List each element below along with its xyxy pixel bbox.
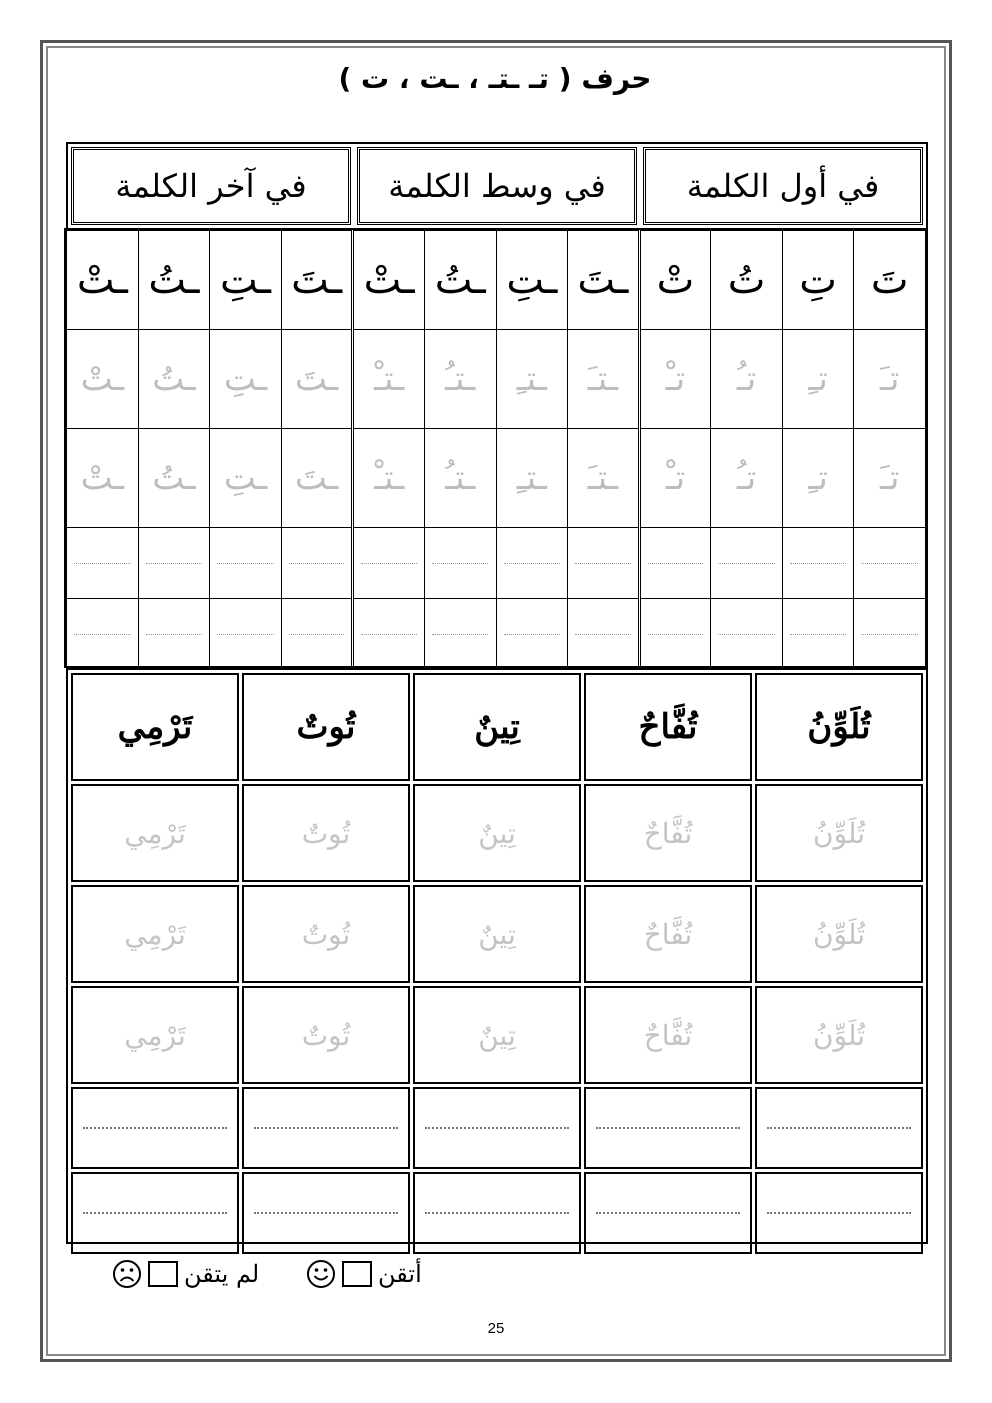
trace-letter-cell[interactable]: ـتـِ — [496, 429, 568, 528]
letter-cell: ـتُ — [424, 231, 496, 330]
blank-cell[interactable] — [639, 599, 711, 670]
letter-cell: ـتَ — [281, 231, 353, 330]
trace-word-cell[interactable]: تُفَّاحٌ — [584, 986, 752, 1084]
mastered-checkbox[interactable] — [342, 1261, 372, 1287]
blank-cell[interactable] — [782, 528, 854, 599]
sad-face-icon — [112, 1259, 142, 1289]
trace-letter-cell[interactable]: ـتـْ — [353, 330, 425, 429]
trace-word-cell[interactable]: تِينٌ — [413, 885, 581, 983]
trace-word-cell[interactable]: تَرْمِي — [71, 784, 239, 882]
trace-letter-cell[interactable]: تـُ — [711, 429, 783, 528]
letter-cell: تُ — [711, 231, 783, 330]
trace-letter-cell[interactable]: تـْ — [639, 330, 711, 429]
legend-mastered-label: أتقن — [378, 1260, 422, 1288]
trace-letter-cell[interactable]: تـَ — [854, 330, 926, 429]
letter-cell: تِ — [782, 231, 854, 330]
trace-letter-cell[interactable]: ـتـُ — [424, 330, 496, 429]
position-final: في آخر الكلمة — [71, 147, 351, 225]
blank-word-cell[interactable] — [413, 1172, 581, 1254]
letter-cell: ـتْ — [67, 231, 139, 330]
word-cell: تُلَوِّنُ — [755, 673, 923, 781]
position-medial: في وسط الكلمة — [357, 147, 637, 225]
blank-word-cell[interactable] — [584, 1172, 752, 1254]
blank-cell[interactable] — [353, 528, 425, 599]
trace-letter-cell[interactable]: تـْ — [639, 429, 711, 528]
blank-word-cell[interactable] — [755, 1087, 923, 1169]
letter-cell: ـتِ — [496, 231, 568, 330]
trace-word-cell[interactable]: تُفَّاحٌ — [584, 784, 752, 882]
blank-cell[interactable] — [210, 528, 282, 599]
smiley-face-icon — [306, 1259, 336, 1289]
blank-cell[interactable] — [138, 528, 210, 599]
blank-cell[interactable] — [782, 599, 854, 670]
blank-cell[interactable] — [568, 599, 640, 670]
trace-word-cell[interactable]: تُوتٌ — [242, 885, 410, 983]
letter-cell: ـتْ — [353, 231, 425, 330]
trace-word-cell[interactable]: تُفَّاحٌ — [584, 885, 752, 983]
blank-cell[interactable] — [138, 599, 210, 670]
blank-cell[interactable] — [210, 599, 282, 670]
blank-cell[interactable] — [711, 528, 783, 599]
trace-letter-cell[interactable]: تـَ — [854, 429, 926, 528]
blank-cell[interactable] — [353, 599, 425, 670]
blank-cell[interactable] — [568, 528, 640, 599]
blank-word-cell[interactable] — [413, 1087, 581, 1169]
trace-letter-cell[interactable]: ـتُ — [138, 330, 210, 429]
word-cell: تَرْمِي — [71, 673, 239, 781]
word-cell: تِينٌ — [413, 673, 581, 781]
trace-word-cell[interactable]: تُوتٌ — [242, 784, 410, 882]
trace-letter-cell[interactable]: تـُ — [711, 330, 783, 429]
trace-letter-cell[interactable]: تـِ — [782, 330, 854, 429]
letter-grid — [64, 228, 928, 668]
blank-word-cell[interactable] — [242, 1172, 410, 1254]
blank-cell[interactable] — [67, 599, 139, 670]
trace-letter-cell[interactable]: ـتْ — [67, 429, 139, 528]
trace-letter-cell[interactable]: ـتِ — [210, 429, 282, 528]
page-number: 25 — [487, 1320, 505, 1337]
blank-cell[interactable] — [424, 528, 496, 599]
blank-cell[interactable] — [496, 599, 568, 670]
trace-letter-cell[interactable]: ـتـُ — [424, 429, 496, 528]
blank-cell[interactable] — [281, 528, 353, 599]
position-initial: في أول الكلمة — [643, 147, 923, 225]
trace-word-cell[interactable]: تُلَوِّنُ — [755, 986, 923, 1084]
letter-cell: ـتَ — [568, 231, 640, 330]
letter-cell: ـتُ — [138, 231, 210, 330]
letter-cell: تْ — [639, 231, 711, 330]
blank-cell[interactable] — [424, 599, 496, 670]
positions-header — [66, 142, 928, 230]
trace-word-cell[interactable]: تُلَوِّنُ — [755, 784, 923, 882]
blank-word-cell[interactable] — [71, 1172, 239, 1254]
blank-word-cell[interactable] — [242, 1087, 410, 1169]
trace-word-cell[interactable]: تَرْمِي — [71, 885, 239, 983]
trace-letter-cell[interactable]: ـتَ — [281, 429, 353, 528]
words-table — [66, 668, 928, 1244]
blank-cell[interactable] — [67, 528, 139, 599]
blank-word-cell[interactable] — [71, 1087, 239, 1169]
trace-word-cell[interactable]: تِينٌ — [413, 986, 581, 1084]
blank-word-cell[interactable] — [755, 1172, 923, 1254]
word-cell: تُفَّاحٌ — [584, 673, 752, 781]
trace-letter-cell[interactable]: ـتـْ — [353, 429, 425, 528]
trace-letter-cell[interactable]: ـتُ — [138, 429, 210, 528]
trace-word-cell[interactable]: تُلَوِّنُ — [755, 885, 923, 983]
legend-not-mastered — [112, 1254, 259, 1294]
blank-word-cell[interactable] — [584, 1087, 752, 1169]
trace-letter-cell[interactable]: ـتـِ — [496, 330, 568, 429]
blank-cell[interactable] — [639, 528, 711, 599]
blank-cell[interactable] — [854, 599, 926, 670]
trace-letter-cell[interactable]: ـتَ — [281, 330, 353, 429]
trace-word-cell[interactable]: تَرْمِي — [71, 986, 239, 1084]
blank-cell[interactable] — [281, 599, 353, 670]
blank-cell[interactable] — [854, 528, 926, 599]
page-title: حرف ( تـ ـتـ ، ـت ، ت ) — [338, 62, 652, 95]
blank-cell[interactable] — [496, 528, 568, 599]
trace-letter-cell[interactable]: ـتْ — [67, 330, 139, 429]
legend-not-mastered-label: لم يتقن — [184, 1260, 260, 1288]
trace-letter-cell[interactable]: تـِ — [782, 429, 854, 528]
trace-letter-cell[interactable]: ـتـَ — [568, 330, 640, 429]
letter-cell: ـتِ — [210, 231, 282, 330]
legend-mastered — [306, 1254, 422, 1294]
letter-cell: تَ — [854, 231, 926, 330]
word-cell: تُوتٌ — [242, 673, 410, 781]
trace-letter-cell[interactable]: ـتِ — [210, 330, 282, 429]
trace-letter-cell[interactable]: ـتـَ — [568, 429, 640, 528]
blank-cell[interactable] — [711, 599, 783, 670]
not-mastered-checkbox[interactable] — [148, 1261, 178, 1287]
trace-word-cell[interactable]: تُوتٌ — [242, 986, 410, 1084]
trace-word-cell[interactable]: تِينٌ — [413, 784, 581, 882]
